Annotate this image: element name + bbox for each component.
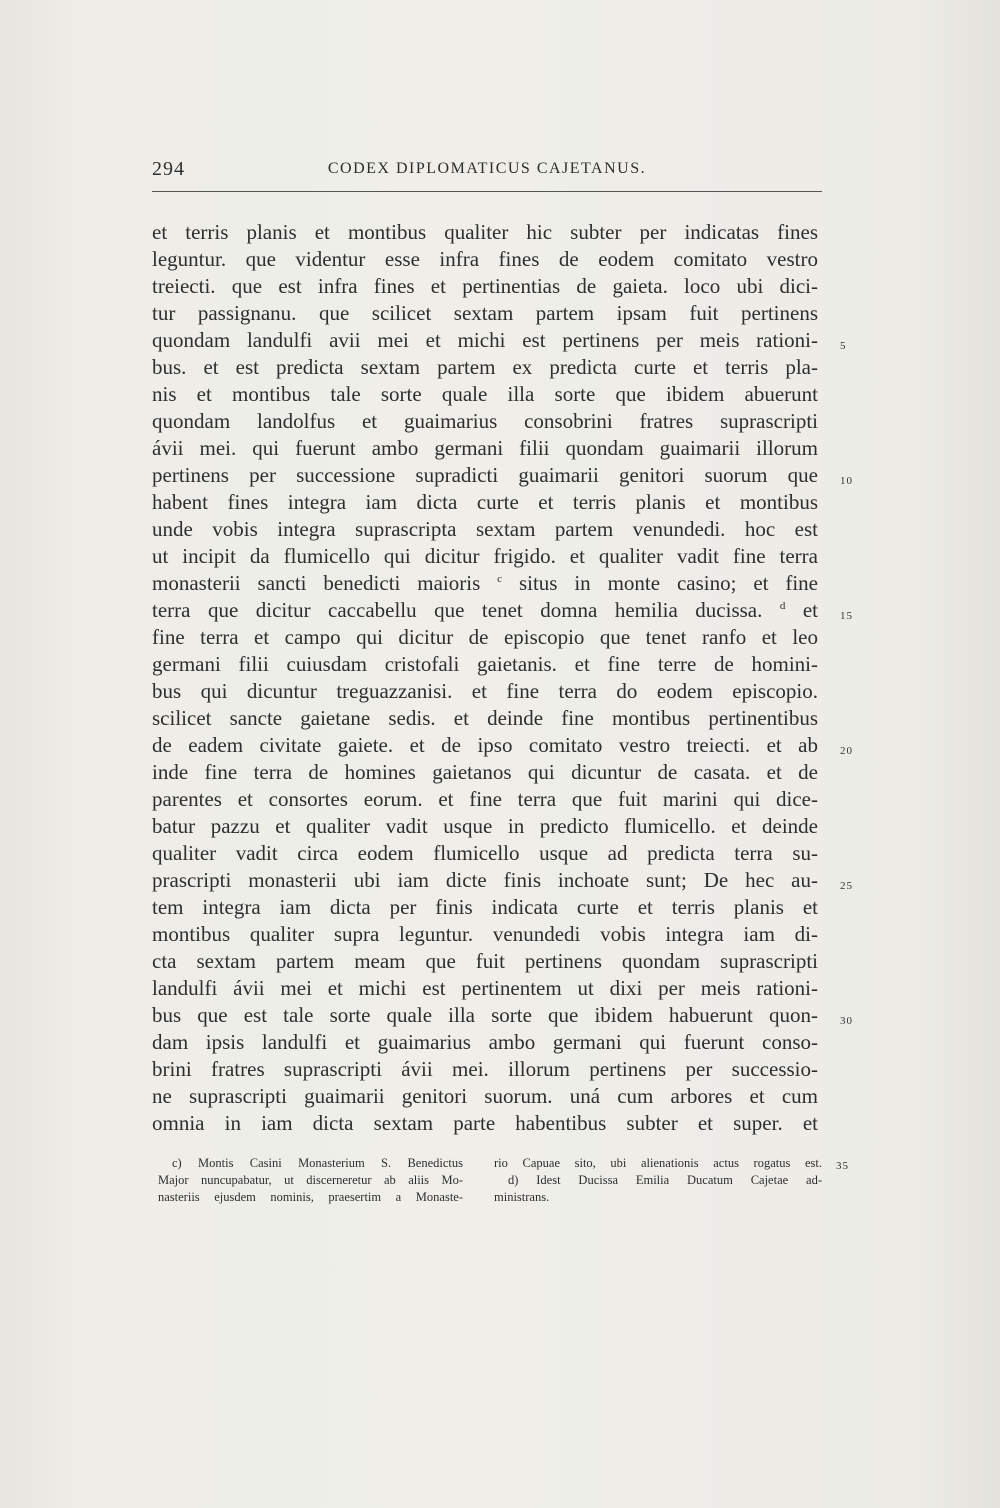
footnote-ref-c: c xyxy=(497,573,503,585)
text-line-with-footnote-ref xyxy=(152,597,818,624)
line-number-marker: 30 xyxy=(840,1015,853,1027)
text-line: quondam landolfus et guaimarius consobrini fratres suprascripti xyxy=(152,409,818,433)
text-line: dam ipsis landulfi et guaimarius ambo germani qui fuerunt conso- xyxy=(152,1030,818,1054)
text-line: ávii mei. qui fuerunt ambo germani filii quondam guaimarii illorum xyxy=(152,436,818,460)
text-line: de eadem civitate gaiete. et de ipso comitato vestro treiecti. et ab xyxy=(152,733,818,757)
line-number-marker: 15 xyxy=(840,610,853,622)
text-line: montibus qualiter supra leguntur. venundedi vobis integra iam di- xyxy=(152,922,818,946)
text-line: unde vobis integra suprascripta sextam partem venundedi. hoc est xyxy=(152,517,818,541)
text-segment: et xyxy=(802,598,819,622)
text-segment: monasterii sancti benedicti maioris xyxy=(152,571,481,595)
text-line: inde fine terra de homines gaietanos qui dicuntur de casata. et de xyxy=(152,760,818,784)
page-number: 294 xyxy=(152,158,185,180)
text-line: habent fines integra iam dicta curte et terris planis et montibus xyxy=(152,490,818,514)
text-line: prascripti monasterii ubi iam dicte finis inchoate sunt; De hec au- xyxy=(152,868,818,892)
footnote-line: ministrans. xyxy=(494,1190,550,1204)
line-number-marker: 20 xyxy=(840,745,853,757)
text-line: pertinens per successione supradicti guaimarii genitori suorum que xyxy=(152,463,818,487)
text-line: treiecti. que est infra fines et pertinentias de gaieta. loco ubi dici- xyxy=(152,274,818,298)
text-line: bus que est tale sorte quale illa sorte que ibidem habuerunt quon- xyxy=(152,1003,818,1027)
footnotes-left-column xyxy=(158,1155,463,1206)
text-line: brini fratres suprascripti ávii mei. illorum pertinens per successio- xyxy=(152,1057,818,1081)
text-line: bus. et est predicta sextam partem ex predicta curte et terris pla- xyxy=(152,355,818,379)
text-line: quondam landulfi avii mei et michi est pertinens per meis rationi- xyxy=(152,328,818,352)
line-number-marker: 25 xyxy=(840,880,853,892)
text-segment: terra que dicitur caccabellu que tenet domna hemilia ducissa. xyxy=(152,598,763,622)
line-number-marker: 10 xyxy=(840,475,853,487)
text-line: batur pazzu et qualiter vadit usque in predicto flumicello. et deinde xyxy=(152,814,818,838)
footnote-line: c) Montis Casini Monasterium S. Benedictus xyxy=(172,1156,463,1170)
footnote-line: rio Capuae sito, ubi alienationis actus rogatus est. xyxy=(494,1156,822,1170)
text-line-with-footnote-ref xyxy=(152,570,818,597)
footnote-ref-d: d xyxy=(779,600,786,612)
text-line: bus qui dicuntur treguazzanisi. et fine terra do eodem episcopio. xyxy=(152,679,818,703)
text-segment: situs in monte casino; et fine xyxy=(518,571,819,595)
text-line: ut incipit da flumicello qui dicitur frigido. et qualiter vadit fine terra xyxy=(152,544,818,568)
header-rule xyxy=(152,191,822,192)
text-line: tur passignanu. que scilicet sextam partem ipsam fuit pertinens xyxy=(152,301,818,325)
text-line: et terris planis et montibus qualiter hic subter per indicatas fines xyxy=(152,220,818,244)
running-title: CODEX DIPLOMATICUS CAJETANUS. xyxy=(327,160,647,177)
text-line: qualiter vadit circa eodem flumicello usque ad predicta terra su- xyxy=(152,841,818,865)
text-line: cta sextam partem meam que fuit pertinens quondam suprascripti xyxy=(152,949,818,973)
text-line: scilicet sancte gaietane sedis. et deinde fine montibus pertinentibus xyxy=(152,706,818,730)
body-text xyxy=(152,219,818,1137)
line-number-marker: 5 xyxy=(840,340,847,352)
text-line: nis et montibus tale sorte quale illa sorte que ibidem abuerunt xyxy=(152,382,818,406)
footnote-line: Major nuncupabatur, ut discerneretur ab aliis Mo- xyxy=(158,1173,463,1187)
footnote-line: d) Idest Ducissa Emilia Ducatum Cajetae ad- xyxy=(508,1173,822,1187)
text-line: parentes et consortes eorum. et fine terra que fuit marini qui dice- xyxy=(152,787,818,811)
line-number-marker: 35 xyxy=(836,1160,849,1172)
text-line: germani filii cuiusdam cristofali gaietanis. et fine terre de homini- xyxy=(152,652,818,676)
text-line: omnia in iam dicta sextam parte habentibus subter et super. et xyxy=(152,1111,818,1135)
page-header xyxy=(152,158,822,188)
footnote-line: nasteriis ejusdem nominis, praesertim a Monaste- xyxy=(158,1190,463,1204)
text-line: landulfi ávii mei et michi est pertinentem ut dixi per meis rationi- xyxy=(152,976,818,1000)
text-line: ne suprascripti guaimarii genitori suorum. uná cum arbores et cum xyxy=(152,1084,818,1108)
text-line: leguntur. que videntur esse infra fines de eodem comitato vestro xyxy=(152,247,818,271)
text-line: fine terra et campo qui dicitur de episcopio que tenet ranfo et leo xyxy=(152,625,818,649)
text-line: tem integra iam dicta per finis indicata curte et terris planis et xyxy=(152,895,818,919)
footnotes-right-column xyxy=(494,1155,822,1206)
